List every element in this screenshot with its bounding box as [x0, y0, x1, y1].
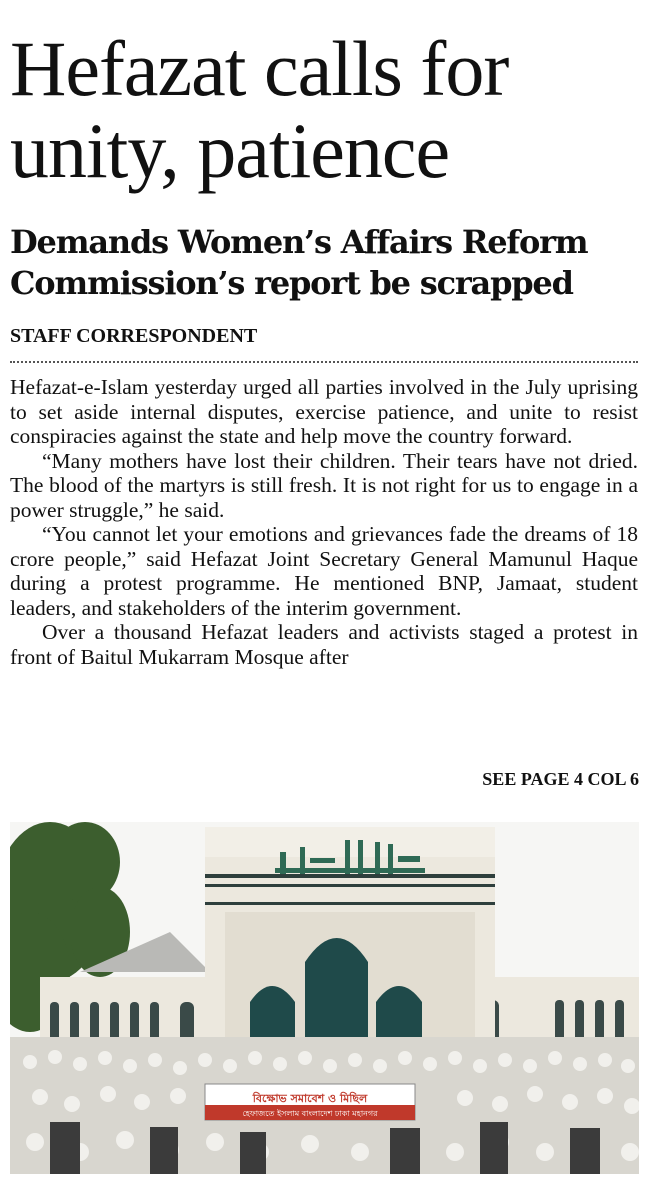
- article-body: [10, 375, 638, 669]
- protest-banner: [205, 1084, 415, 1120]
- paragraph: “You cannot let your emotions and grievances fade the dreams of 18 crore people,” said Hefazat Joint Secretary General Mamunul Haque during a protest programme. He mentioned BNP, Jamaat, student leaders, and stakeholders of the interim government.: [10, 522, 638, 620]
- headline: Hefazat calls for unity, patience: [10, 25, 509, 194]
- paragraph: “Many mothers have lost their children. Their tears have not dried. The blood of the martyrs is still fresh. It is not right for us to engage in a power struggle,” he said.: [10, 448, 638, 522]
- continuation-jump: SEE PAGE 4 COL 6: [482, 769, 639, 789]
- banner-line-1: বিক্ষোভ সমাবেশ ও মিছিল: [252, 1092, 368, 1105]
- banner-line-2: হেফাজতে ইসলাম বাংলাদেশ ঢাকা মহানগর: [242, 1109, 378, 1118]
- dotted-divider: [10, 361, 638, 363]
- paragraph: Over a thousand Hefazat leaders and activists staged a protest in front of Baitul Mukarram Mosque after: [10, 620, 638, 669]
- news-photo-mosque-protest: [10, 822, 639, 1174]
- subheadline: Demands Women’s Affairs Reform Commission’s report be scrapped: [10, 223, 588, 302]
- paragraph: Hefazat-e-Islam yesterday urged all parties involved in the July uprising to set aside internal disputes, exercise patience, and unite to resist conspiracies against the state and help move the country forward.: [10, 375, 638, 448]
- byline: STAFF CORRESPONDENT: [10, 325, 258, 347]
